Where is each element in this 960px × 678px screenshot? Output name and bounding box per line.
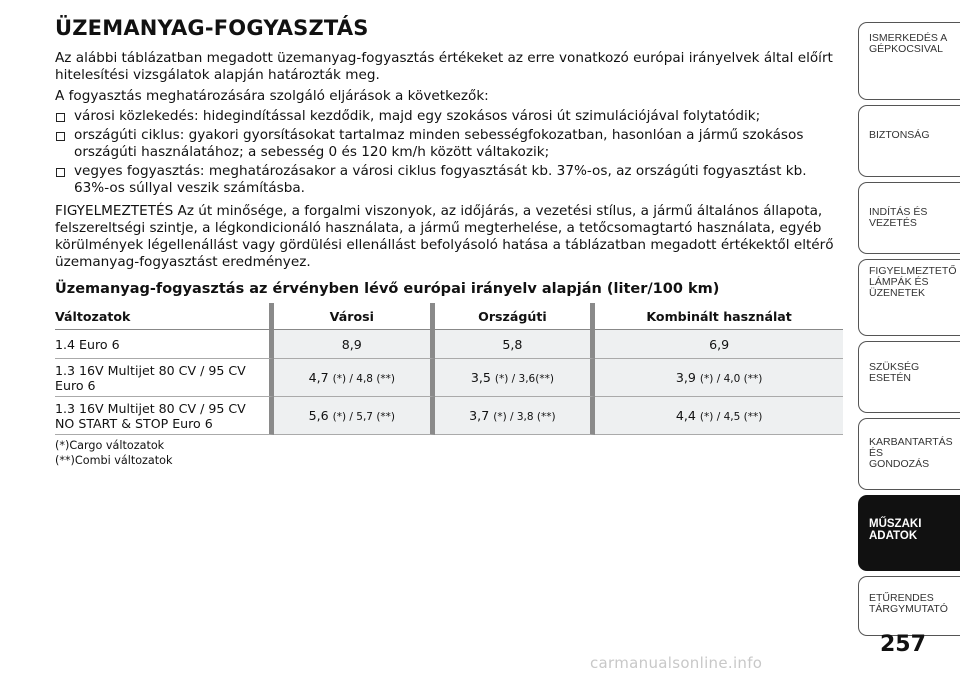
checkbox-bullet-icon xyxy=(56,113,65,122)
procedure-list xyxy=(55,108,845,197)
column-header-variants: Változatok xyxy=(55,303,274,330)
value-main: 5,8 xyxy=(502,336,523,352)
tab-karbantartas[interactable] xyxy=(858,418,960,490)
list-item xyxy=(55,108,845,125)
combined-cell xyxy=(595,359,843,397)
tab-label: KARBANTARTÁS ÉS xyxy=(869,436,953,459)
tab-label: ÜZENETEK xyxy=(869,287,926,299)
tab-label: FIGYELMEZTETŐ xyxy=(869,265,957,277)
road-cell xyxy=(435,397,596,435)
road-cell xyxy=(435,330,596,359)
tab-label: ISMERKEDÉS A xyxy=(869,32,948,44)
page-number: 257 xyxy=(880,632,926,657)
document-body xyxy=(55,16,845,468)
table-title: Üzemanyag-fogyasztás az érvényben lévő európai irányelv alapján (liter/100 km) xyxy=(55,281,720,297)
value-main: 6,9 xyxy=(709,336,730,352)
tab-szukseg[interactable] xyxy=(858,341,960,413)
combined-cell xyxy=(595,397,843,435)
tab-label: GÉPKOCSIVAL xyxy=(869,43,943,55)
watermark: carmanualsonline.info xyxy=(590,654,763,672)
list-item-text: vegyes fogyasztás: meghatározásakor a városi ciklus fogyasztását kb. 37%-os, az országúti fogyasztást kb. 63%-os súllyal veszik számításba. xyxy=(74,163,807,196)
value-sub: (*) / 4,8 (**) xyxy=(332,373,396,385)
city-cell xyxy=(274,397,435,435)
checkbox-bullet-icon xyxy=(56,132,65,141)
tab-label: MŰSZAKI xyxy=(869,518,922,530)
tab-biztonsag[interactable] xyxy=(858,105,960,177)
column-header-combined: Kombinált használat xyxy=(595,303,843,330)
list-item xyxy=(55,163,845,197)
tab-figyelmezteto[interactable] xyxy=(858,259,960,336)
list-item xyxy=(55,127,845,161)
table-row xyxy=(55,397,843,435)
intro-paragraph: Az alábbi táblázatban megadott üzemanyag-fogyasztás értékeket az erre vonatkozó európai irányelvek által előírt hitelesítési vizsgálatok alapján határozták meg. xyxy=(55,50,833,83)
variant-line: Euro 6 xyxy=(55,377,96,393)
column-header-road: Országúti xyxy=(435,303,596,330)
city-cell xyxy=(274,330,435,359)
tab-label: BIZTONSÁG xyxy=(869,129,930,141)
value-main: 8,9 xyxy=(341,336,362,352)
tab-label: INDÍTÁS ÉS VEZETÉS xyxy=(869,206,928,229)
value-sub: (*) / 3,8 (**) xyxy=(493,411,556,423)
variant-cell xyxy=(55,359,274,397)
lead-paragraph: A fogyasztás meghatározására szolgáló eljárások a következők: xyxy=(55,88,489,104)
page-title: ÜZEMANYAG-FOGYASZTÁS xyxy=(55,16,369,40)
table-row xyxy=(55,330,843,359)
value-main: 4,4 xyxy=(675,408,696,423)
value-main: 3,7 xyxy=(469,408,490,423)
list-item-text: városi közlekedés: hidegindítással kezdődik, majd egy szokásos városi út szimulációjával folytatódik; xyxy=(74,108,761,124)
variant-line: NO START & STOP Euro 6 xyxy=(55,415,213,431)
table-footnotes xyxy=(55,439,845,468)
variant-line: 1.3 16V Multijet 80 CV / 95 CV xyxy=(55,400,246,416)
tab-label: GONDOZÁS xyxy=(869,458,930,470)
checkbox-bullet-icon xyxy=(56,168,65,177)
value-main: 4,7 xyxy=(308,370,329,385)
footnote: (*)Cargo változatok xyxy=(55,439,165,452)
tab-ismerkedes[interactable] xyxy=(858,22,960,100)
list-item-text: országúti ciklus: gyakori gyorsításokat tartalmaz minden sebességfokozatban, hasonlóan a jármű szokásos országúti használatához; a sebesség 0 és 120 km/h között váltakozik; xyxy=(74,127,804,160)
combined-cell xyxy=(595,330,843,359)
city-cell xyxy=(274,359,435,397)
table-header-row xyxy=(55,303,843,330)
value-main: 5,6 xyxy=(308,408,329,423)
value-sub: (*) / 5,7 (**) xyxy=(332,411,396,423)
tab-label: TÁRGYMUTATÓ xyxy=(869,603,948,615)
value-sub: (*) / 4,0 (**) xyxy=(699,373,763,385)
tab-label: ADATOK xyxy=(869,530,918,542)
value-sub: (*) / 3,6(**) xyxy=(494,373,554,385)
value-sub: (*) / 4,5 (**) xyxy=(699,411,763,423)
tab-inditas[interactable] xyxy=(858,182,960,254)
consumption-table xyxy=(55,303,843,435)
value-main: 3,5 xyxy=(470,370,491,385)
tab-targymutato[interactable] xyxy=(858,576,960,636)
footnote: (**)Combi változatok xyxy=(55,453,173,467)
warning-paragraph: FIGYELMEZTETÉS Az út minősége, a forgalmi viszonyok, az időjárás, a vezetési stílus, a jármű általános állapota, felszereltségi szintje, a légkondicionáló használata, a jármű megterhelése, a tetőcsomagtartó használata, egyéb körülmények légellenállást vagy gördülési ellenállást befolyásoló hatása a táblázatban megadott értékektől eltérő üzemanyag-fogyasztást eredményez. xyxy=(55,203,834,270)
tab-muszaki-adatok[interactable] xyxy=(858,495,960,571)
road-cell xyxy=(435,359,596,397)
tab-label: ETŰRENDES xyxy=(869,592,934,604)
tab-label: SZÜKSÉG ESETÉN xyxy=(869,361,920,384)
variant-line: 1.4 Euro 6 xyxy=(55,336,120,352)
column-header-city: Városi xyxy=(274,303,435,330)
variant-cell xyxy=(55,397,274,435)
value-main: 3,9 xyxy=(675,370,696,385)
variant-cell xyxy=(55,330,274,359)
variant-line: 1.3 16V Multijet 80 CV / 95 CV xyxy=(55,362,246,378)
table-row xyxy=(55,359,843,397)
tab-label: LÁMPÁK ÉS xyxy=(869,276,929,288)
